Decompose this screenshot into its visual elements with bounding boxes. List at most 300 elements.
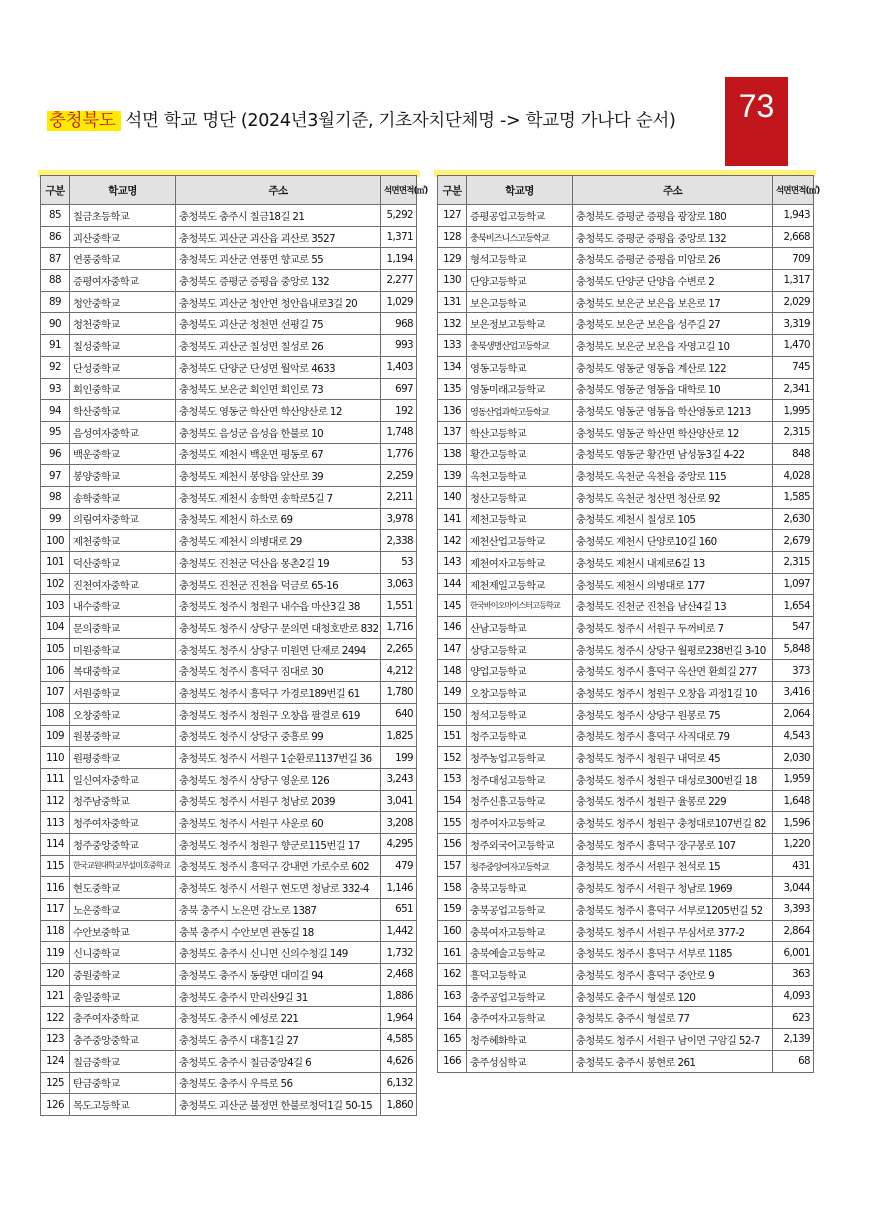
- school-address: 충청북도 청주시 청원구 율봉로 229: [573, 790, 773, 812]
- asbestos-area: 2,139: [773, 1029, 814, 1051]
- row-number: 96: [41, 443, 70, 465]
- col-header-address: 주소: [573, 176, 773, 205]
- table-header-row: [41, 176, 417, 205]
- asbestos-area: 2,029: [773, 291, 814, 313]
- school-name: 형석고등학교: [467, 248, 573, 270]
- asbestos-area: 2,679: [773, 530, 814, 552]
- asbestos-area: 3,243: [381, 768, 417, 790]
- asbestos-area: 1,716: [381, 617, 417, 639]
- asbestos-area: 1,860: [381, 1094, 417, 1116]
- school-name: 청안중학교: [70, 291, 176, 313]
- row-number: 151: [438, 725, 467, 747]
- asbestos-area: 4,543: [773, 725, 814, 747]
- school-address: 충청북도 청주시 청원구 내수읍 마산3길 38: [176, 595, 381, 617]
- table-row: [41, 768, 417, 790]
- school-address: 충청북도 괴산군 청안면 청안읍내로3길 20: [176, 291, 381, 313]
- school-address: 충청북도 충주시 칠금18길 21: [176, 205, 381, 227]
- table-row: [438, 465, 814, 487]
- school-address: 충청북도 영동군 학산면 학산양산로 12: [176, 400, 381, 422]
- row-number: 110: [41, 747, 70, 769]
- school-name: 내수중학교: [70, 595, 176, 617]
- table-row: [41, 486, 417, 508]
- row-number: 102: [41, 573, 70, 595]
- table-row: [438, 985, 814, 1007]
- school-address: 충청북도 제천시 의병대로 29: [176, 530, 381, 552]
- row-number: 134: [438, 356, 467, 378]
- school-address: 충청북도 단양군 단양읍 수변로 2: [573, 270, 773, 292]
- row-number: 166: [438, 1050, 467, 1072]
- row-number: 156: [438, 833, 467, 855]
- asbestos-area: 1,097: [773, 573, 814, 595]
- school-name: 증평공업고등학교: [467, 205, 573, 227]
- school-address: 충청북도 음성군 음성읍 한불로 10: [176, 421, 381, 443]
- row-number: 91: [41, 335, 70, 357]
- table-row: [41, 421, 417, 443]
- school-name: 학산중학교: [70, 400, 176, 422]
- row-number: 111: [41, 768, 70, 790]
- asbestos-area: 2,030: [773, 747, 814, 769]
- school-address: 충청북도 제천시 백운면 평동로 67: [176, 443, 381, 465]
- school-address: 충청북도 청주시 청원구 충청대로107번길 82: [573, 812, 773, 834]
- table-row: [438, 313, 814, 335]
- school-name: 연풍중학교: [70, 248, 176, 270]
- school-address: 충청북도 충주시 우륵로 56: [176, 1072, 381, 1094]
- asbestos-area: 968: [381, 313, 417, 335]
- school-address: 충청북도 보은군 보은읍 보은로 17: [573, 291, 773, 313]
- school-name: 칠금중학교: [70, 1050, 176, 1072]
- school-name: 오창중학교: [70, 703, 176, 725]
- table-row: [41, 725, 417, 747]
- row-number: 164: [438, 1007, 467, 1029]
- asbestos-area: 53: [381, 552, 417, 574]
- row-number: 130: [438, 270, 467, 292]
- school-address: 충청북도 청주시 서원구 두꺼비로 7: [573, 617, 773, 639]
- school-address: 충청북도 청주시 서원구 천석로 15: [573, 855, 773, 877]
- school-table-left: [40, 175, 428, 1116]
- row-number: 118: [41, 920, 70, 942]
- school-table-right: [437, 175, 820, 1073]
- row-number: 125: [41, 1072, 70, 1094]
- school-name: 회인중학교: [70, 378, 176, 400]
- table-row: [438, 899, 814, 921]
- row-number: 114: [41, 833, 70, 855]
- school-address: 충청북도 제천시 하소로 69: [176, 508, 381, 530]
- asbestos-area: 68: [773, 1050, 814, 1072]
- row-number: 104: [41, 617, 70, 639]
- table-row: [438, 356, 814, 378]
- school-address: 충청북도 청주시 청원구 내덕로 45: [573, 747, 773, 769]
- school-address: 충청북도 청주시 흥덕구 옥산면 환희길 277: [573, 660, 773, 682]
- row-number: 138: [438, 443, 467, 465]
- table-row: [41, 1007, 417, 1029]
- school-address: 충청북도 진천군 진천읍 남산4길 13: [573, 595, 773, 617]
- school-address: 충청북도 제천시 송학면 송학로5길 7: [176, 486, 381, 508]
- school-address: 충청북도 제천시 내제로6길 13: [573, 552, 773, 574]
- asbestos-area: 1,959: [773, 768, 814, 790]
- school-name: 단양고등학교: [467, 270, 573, 292]
- row-number: 98: [41, 486, 70, 508]
- school-name: 덕산중학교: [70, 552, 176, 574]
- table-row: [438, 747, 814, 769]
- table-row: [438, 421, 814, 443]
- asbestos-area: 1,732: [381, 942, 417, 964]
- table-row: [438, 920, 814, 942]
- table-row: [41, 877, 417, 899]
- row-number: 88: [41, 270, 70, 292]
- school-name: 노은중학교: [70, 899, 176, 921]
- table-row: [438, 508, 814, 530]
- asbestos-area: 1,776: [381, 443, 417, 465]
- school-address: 충청북도 청주시 청원구 대성로300번길 18: [573, 768, 773, 790]
- school-name: 보은정보고등학교: [467, 313, 573, 335]
- table-row: [41, 270, 417, 292]
- school-name: 탄금중학교: [70, 1072, 176, 1094]
- school-name: 원평중학교: [70, 747, 176, 769]
- row-number: 100: [41, 530, 70, 552]
- school-name: 상당고등학교: [467, 638, 573, 660]
- asbestos-area: 623: [773, 1007, 814, 1029]
- row-number: 129: [438, 248, 467, 270]
- school-name: 청석고등학교: [467, 703, 573, 725]
- school-name: 중원중학교: [70, 964, 176, 986]
- school-address: 충청북도 괴산군 괴산읍 괴산로 3527: [176, 226, 381, 248]
- table-row: [438, 833, 814, 855]
- school-name: 괴산중학교: [70, 226, 176, 248]
- row-number: 141: [438, 508, 467, 530]
- table-row: [438, 617, 814, 639]
- row-number: 89: [41, 291, 70, 313]
- table-row: [438, 942, 814, 964]
- school-name: 충일중학교: [70, 985, 176, 1007]
- row-number: 153: [438, 768, 467, 790]
- asbestos-area: 1,371: [381, 226, 417, 248]
- asbestos-area: 2,668: [773, 226, 814, 248]
- school-name: 단성중학교: [70, 356, 176, 378]
- school-name: 청주농업고등학교: [467, 747, 573, 769]
- school-name: 한국교원대학교부설미호중학교: [70, 855, 176, 877]
- table-row: [438, 1050, 814, 1072]
- table-row: [41, 964, 417, 986]
- table-row: [41, 833, 417, 855]
- asbestos-area: 993: [381, 335, 417, 357]
- col-header-address: 주소: [176, 176, 381, 205]
- row-number: 86: [41, 226, 70, 248]
- school-address: 충북 충주시 수안보면 관동길 18: [176, 920, 381, 942]
- row-number: 107: [41, 682, 70, 704]
- asbestos-area: 640: [381, 703, 417, 725]
- school-address: 충청북도 청주시 흥덕구 짐대로 30: [176, 660, 381, 682]
- row-number: 157: [438, 855, 467, 877]
- asbestos-area: 1,551: [381, 595, 417, 617]
- school-address: 충청북도 영동군 영동읍 대학로 10: [573, 378, 773, 400]
- col-header-school: 학교명: [467, 176, 573, 205]
- table-row: [41, 920, 417, 942]
- asbestos-area: 2,259: [381, 465, 417, 487]
- school-name: 증평여자중학교: [70, 270, 176, 292]
- school-address: 충청북도 청주시 흥덕구 중안로 9: [573, 964, 773, 986]
- asbestos-area: 3,208: [381, 812, 417, 834]
- asbestos-area: 1,470: [773, 335, 814, 357]
- table-header-row: [438, 176, 814, 205]
- asbestos-area: 2,315: [773, 421, 814, 443]
- row-number: 112: [41, 790, 70, 812]
- school-name: 백운중학교: [70, 443, 176, 465]
- school-address: 충청북도 제천시 의병대로 177: [573, 573, 773, 595]
- row-number: 148: [438, 660, 467, 682]
- table-row: [438, 486, 814, 508]
- school-address: 충청북도 청주시 상당구 원봉로 75: [573, 703, 773, 725]
- province-highlight: 충청북도: [47, 111, 121, 131]
- asbestos-area: 3,978: [381, 508, 417, 530]
- school-name: 청주여자중학교: [70, 812, 176, 834]
- school-name: 문의중학교: [70, 617, 176, 639]
- row-number: 90: [41, 313, 70, 335]
- school-address: 충북 충주시 노은면 감노로 1387: [176, 899, 381, 921]
- table-row: [41, 682, 417, 704]
- school-name: 오창고등학교: [467, 682, 573, 704]
- table-row: [41, 703, 417, 725]
- school-address: 충청북도 충주시 봉현로 261: [573, 1050, 773, 1072]
- school-name: 흥덕고등학교: [467, 964, 573, 986]
- table-row: [41, 356, 417, 378]
- table-row: [438, 790, 814, 812]
- asbestos-area: 1,780: [381, 682, 417, 704]
- school-name: 황간고등학교: [467, 443, 573, 465]
- row-number: 140: [438, 486, 467, 508]
- row-number: 105: [41, 638, 70, 660]
- school-address: 충청북도 영동군 학산면 학산양산로 12: [573, 421, 773, 443]
- row-number: 165: [438, 1029, 467, 1051]
- table-row: [438, 877, 814, 899]
- school-address: 충청북도 충주시 형설로 77: [573, 1007, 773, 1029]
- asbestos-area: 1,886: [381, 985, 417, 1007]
- table-row: [41, 291, 417, 313]
- school-name: 충주중앙중학교: [70, 1029, 176, 1051]
- row-number: 132: [438, 313, 467, 335]
- asbestos-area: 1,585: [773, 486, 814, 508]
- row-number: 126: [41, 1094, 70, 1116]
- asbestos-area: 4,212: [381, 660, 417, 682]
- school-name: 청천중학교: [70, 313, 176, 335]
- school-name: 송학중학교: [70, 486, 176, 508]
- col-header-no: 구분: [438, 176, 467, 205]
- school-address: 충청북도 괴산군 불정면 한불로청덕1길 50-15: [176, 1094, 381, 1116]
- table-row: [438, 270, 814, 292]
- asbestos-area: 3,319: [773, 313, 814, 335]
- school-name: 충북예술고등학교: [467, 942, 573, 964]
- row-number: 103: [41, 595, 70, 617]
- school-name: 청주여자고등학교: [467, 812, 573, 834]
- table-row: [438, 443, 814, 465]
- asbestos-area: 1,995: [773, 400, 814, 422]
- school-name: 청주남중학교: [70, 790, 176, 812]
- asbestos-area: 363: [773, 964, 814, 986]
- table-row: [41, 508, 417, 530]
- row-number: 97: [41, 465, 70, 487]
- school-name: 청주외국어고등학교: [467, 833, 573, 855]
- asbestos-area: 6,132: [381, 1072, 417, 1094]
- asbestos-area: 651: [381, 899, 417, 921]
- asbestos-area: 5,848: [773, 638, 814, 660]
- school-address: 충청북도 제천시 봉양읍 앞산로 39: [176, 465, 381, 487]
- row-number: 149: [438, 682, 467, 704]
- school-name: 진천여자중학교: [70, 573, 176, 595]
- table-row: [41, 335, 417, 357]
- school-address: 충청북도 보은군 보은읍 성주길 27: [573, 313, 773, 335]
- row-number: 136: [438, 400, 467, 422]
- school-name: 서원중학교: [70, 682, 176, 704]
- school-name: 충주여자중학교: [70, 1007, 176, 1029]
- table-row: [41, 530, 417, 552]
- row-number: 108: [41, 703, 70, 725]
- table-row: [41, 573, 417, 595]
- table-row: [41, 205, 417, 227]
- table-row: [438, 552, 814, 574]
- col-header-area: 석면면적(㎡): [773, 176, 814, 205]
- row-number: 115: [41, 855, 70, 877]
- row-number: 123: [41, 1029, 70, 1051]
- table-row: [438, 1007, 814, 1029]
- row-number: 146: [438, 617, 467, 639]
- school-name: 청산고등학교: [467, 486, 573, 508]
- row-number: 152: [438, 747, 467, 769]
- school-address: 충청북도 옥천군 청산면 청산로 92: [573, 486, 773, 508]
- school-name: 청주혜화학교: [467, 1029, 573, 1051]
- asbestos-area: 1,403: [381, 356, 417, 378]
- asbestos-area: 431: [773, 855, 814, 877]
- row-number: 161: [438, 942, 467, 964]
- school-address: 충청북도 청주시 상당구 영운로 126: [176, 768, 381, 790]
- table-row: [41, 899, 417, 921]
- asbestos-area: 2,277: [381, 270, 417, 292]
- school-name: 충주여자고등학교: [467, 1007, 573, 1029]
- asbestos-area: 479: [381, 855, 417, 877]
- table-row: [41, 552, 417, 574]
- table-row: [41, 1050, 417, 1072]
- table-row: [438, 400, 814, 422]
- asbestos-area: 1,748: [381, 421, 417, 443]
- school-address: 충청북도 제천시 단양로10길 160: [573, 530, 773, 552]
- table-row: [438, 291, 814, 313]
- table-row: [41, 617, 417, 639]
- school-name: 충북비즈니스고등학교: [467, 226, 573, 248]
- asbestos-area: 3,393: [773, 899, 814, 921]
- school-address: 충청북도 충주시 만리산9길 31: [176, 985, 381, 1007]
- school-name: 보은고등학교: [467, 291, 573, 313]
- col-header-school: 학교명: [70, 176, 176, 205]
- table-row: [438, 660, 814, 682]
- row-number: 147: [438, 638, 467, 660]
- school-address: 충청북도 괴산군 칠성면 칠성로 26: [176, 335, 381, 357]
- school-name: 칠성중학교: [70, 335, 176, 357]
- row-number: 158: [438, 877, 467, 899]
- asbestos-area: 3,041: [381, 790, 417, 812]
- school-address: 충청북도 청주시 서원구 청남로 1969: [573, 877, 773, 899]
- table-row: [41, 313, 417, 335]
- school-address: 충청북도 청주시 서원구 청남로 2039: [176, 790, 381, 812]
- table-row: [438, 573, 814, 595]
- school-name: 충북여자고등학교: [467, 920, 573, 942]
- row-number: 145: [438, 595, 467, 617]
- asbestos-area: 4,295: [381, 833, 417, 855]
- school-address: 충청북도 청주시 서원구 현도면 청남로 332-4: [176, 877, 381, 899]
- asbestos-area: 1,943: [773, 205, 814, 227]
- school-name: 충북고등학교: [467, 877, 573, 899]
- asbestos-area: 2,864: [773, 920, 814, 942]
- school-address: 충청북도 괴산군 청천면 선평길 75: [176, 313, 381, 335]
- table-row: [41, 595, 417, 617]
- school-address: 충청북도 청주시 서원구 무심서로 377-2: [573, 920, 773, 942]
- table-row: [41, 790, 417, 812]
- table-row: [438, 703, 814, 725]
- school-name: 미원중학교: [70, 638, 176, 660]
- asbestos-area: 1,964: [381, 1007, 417, 1029]
- asbestos-area: 1,146: [381, 877, 417, 899]
- school-address: 충청북도 증평군 증평읍 광장로 180: [573, 205, 773, 227]
- asbestos-area: 2,265: [381, 638, 417, 660]
- school-address: 충청북도 청주시 청원구 향군로115번길 17: [176, 833, 381, 855]
- row-number: 99: [41, 508, 70, 530]
- school-address: 충청북도 청주시 흥덕구 사직대로 79: [573, 725, 773, 747]
- table-row: [41, 638, 417, 660]
- school-address: 충청북도 청주시 흥덕구 장구봉로 107: [573, 833, 773, 855]
- school-address: 충청북도 보은군 보은읍 자영고길 10: [573, 335, 773, 357]
- school-name: 충북생명산업고등학교: [467, 335, 573, 357]
- school-name: 충주성심학교: [467, 1050, 573, 1072]
- table-row: [438, 530, 814, 552]
- school-address: 충청북도 진천군 덕산읍 몽촌2길 19: [176, 552, 381, 574]
- school-address: 충청북도 충주시 동량면 대미길 94: [176, 964, 381, 986]
- row-number: 160: [438, 920, 467, 942]
- school-address: 충청북도 청주시 청원구 오창읍 괴정1길 10: [573, 682, 773, 704]
- asbestos-area: 1,825: [381, 725, 417, 747]
- asbestos-area: 1,220: [773, 833, 814, 855]
- table-row: [41, 226, 417, 248]
- row-number: 101: [41, 552, 70, 574]
- asbestos-area: 1,317: [773, 270, 814, 292]
- row-number: 143: [438, 552, 467, 574]
- table-row: [438, 378, 814, 400]
- asbestos-area: 2,341: [773, 378, 814, 400]
- school-address: 충청북도 청주시 상당구 문의면 대청호반로 832: [176, 617, 381, 639]
- school-address: 충청북도 청주시 상당구 미원면 단재로 2494: [176, 638, 381, 660]
- school-name: 한국바이오마이스터고등학교: [467, 595, 573, 617]
- row-number: 120: [41, 964, 70, 986]
- school-name: 봉양중학교: [70, 465, 176, 487]
- table-row: [438, 335, 814, 357]
- table-row: [438, 226, 814, 248]
- table-row: [41, 985, 417, 1007]
- row-number: 109: [41, 725, 70, 747]
- row-number: 150: [438, 703, 467, 725]
- school-address: 충청북도 충주시 신니면 신의수청길 149: [176, 942, 381, 964]
- row-number: 128: [438, 226, 467, 248]
- asbestos-area: 3,063: [381, 573, 417, 595]
- school-address: 충청북도 단양군 단성면 월악로 4633: [176, 356, 381, 378]
- school-name: 학산고등학교: [467, 421, 573, 443]
- asbestos-area: 373: [773, 660, 814, 682]
- row-number: 121: [41, 985, 70, 1007]
- asbestos-area: 745: [773, 356, 814, 378]
- asbestos-area: 1,029: [381, 291, 417, 313]
- row-number: 155: [438, 812, 467, 834]
- school-name: 영동미래고등학교: [467, 378, 573, 400]
- school-name: 제천중학교: [70, 530, 176, 552]
- school-address: 충청북도 옥천군 옥천읍 중앙로 115: [573, 465, 773, 487]
- row-number: 137: [438, 421, 467, 443]
- school-name: 의림여자중학교: [70, 508, 176, 530]
- table-row: [41, 812, 417, 834]
